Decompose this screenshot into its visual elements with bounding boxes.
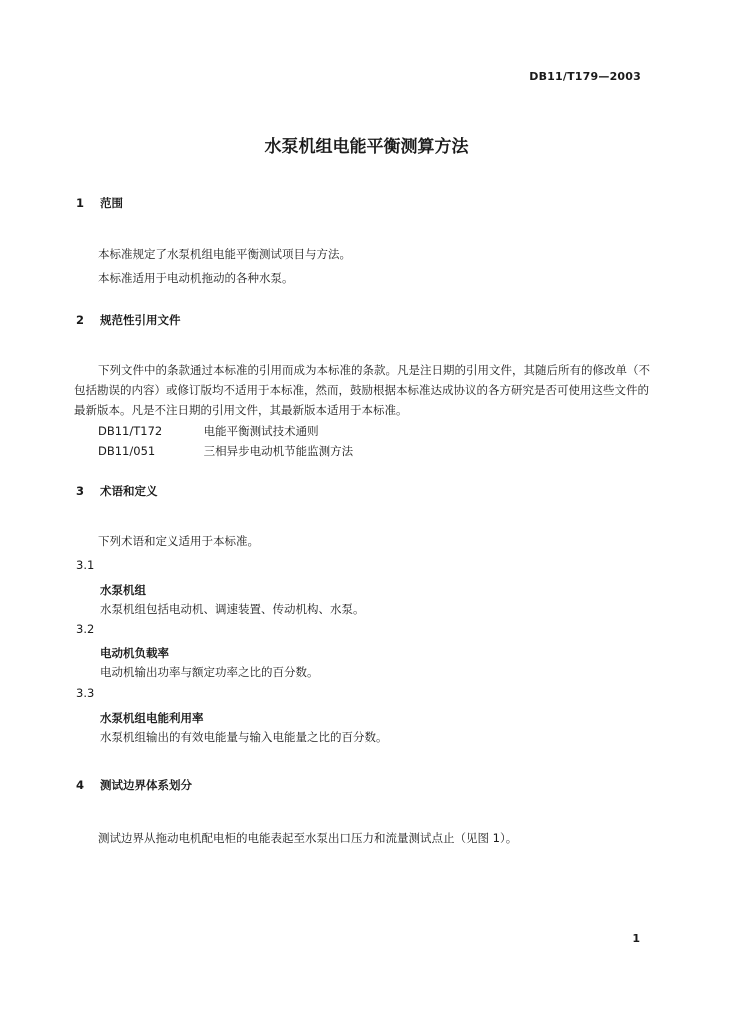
section-1-heading: [76, 195, 123, 211]
section-number: 3: [76, 484, 85, 498]
page-number: 1: [632, 932, 640, 945]
section-title: 范围: [100, 196, 124, 210]
term-definition: 水泵机组输出的有效电能量与输入电能量之比的百分数。: [100, 730, 388, 744]
section-3-heading: [76, 483, 158, 499]
clause-number: 3.3: [76, 686, 95, 700]
term-name: 电动机负载率: [100, 646, 169, 660]
reference-name: 三相异步电动机节能监测方法: [203, 444, 354, 458]
term-name: 水泵机组: [100, 583, 146, 597]
section-4-heading: [76, 777, 192, 793]
section-number: 1: [76, 196, 85, 210]
section-4-paragraph: 测试边界从拖动电机配电柜的电能表起至水泵出口压力和流量测试点止（见图 1）。: [98, 831, 518, 845]
reference-row: [98, 443, 353, 459]
reference-name: 电能平衡测试技术通则: [203, 424, 319, 438]
section-3-intro: 下列术语和定义适用于本标准。: [98, 534, 259, 548]
section-title: 规范性引用文件: [100, 313, 181, 327]
clause-number: 3.2: [76, 622, 95, 636]
reference-code: DB11/051: [98, 444, 156, 458]
document-title: 水泵机组电能平衡测算方法: [264, 137, 469, 157]
section-2-heading: [76, 312, 181, 328]
term-definition: 水泵机组包括电动机、调速装置、传动机构、水泵。: [100, 602, 365, 616]
section-title: 术语和定义: [100, 484, 158, 498]
term-name: 水泵机组电能利用率: [100, 711, 204, 725]
section-1-line-2: 本标准适用于电动机拖动的各种水泵。: [98, 271, 294, 285]
section-1-line-1: 本标准规定了水泵机组电能平衡测试项目与方法。: [98, 247, 351, 261]
reference-row: [98, 423, 319, 439]
section-2-paragraph: 下列文件中的条款通过本标准的引用而成为本标准的条款。凡是注日期的引用文件，其随后所有的修改单（不包括勘误的内容）或修订版均不适用于本标准，然而，鼓励根据本标准达成协议的各方研究是否可使用这些文件的最新版本。凡是不注日期的引用文件，其最新版本适用于本标准。: [74, 363, 650, 417]
section-number: 2: [76, 313, 85, 327]
standard-code: DB11/T179—2003: [529, 70, 641, 83]
section-title: 测试边界体系划分: [100, 778, 193, 792]
term-definition: 电动机输出功率与额定功率之比的百分数。: [100, 665, 319, 679]
section-number: 4: [76, 778, 85, 792]
clause-number: 3.1: [76, 558, 95, 572]
reference-code: DB11/T172: [98, 424, 163, 438]
